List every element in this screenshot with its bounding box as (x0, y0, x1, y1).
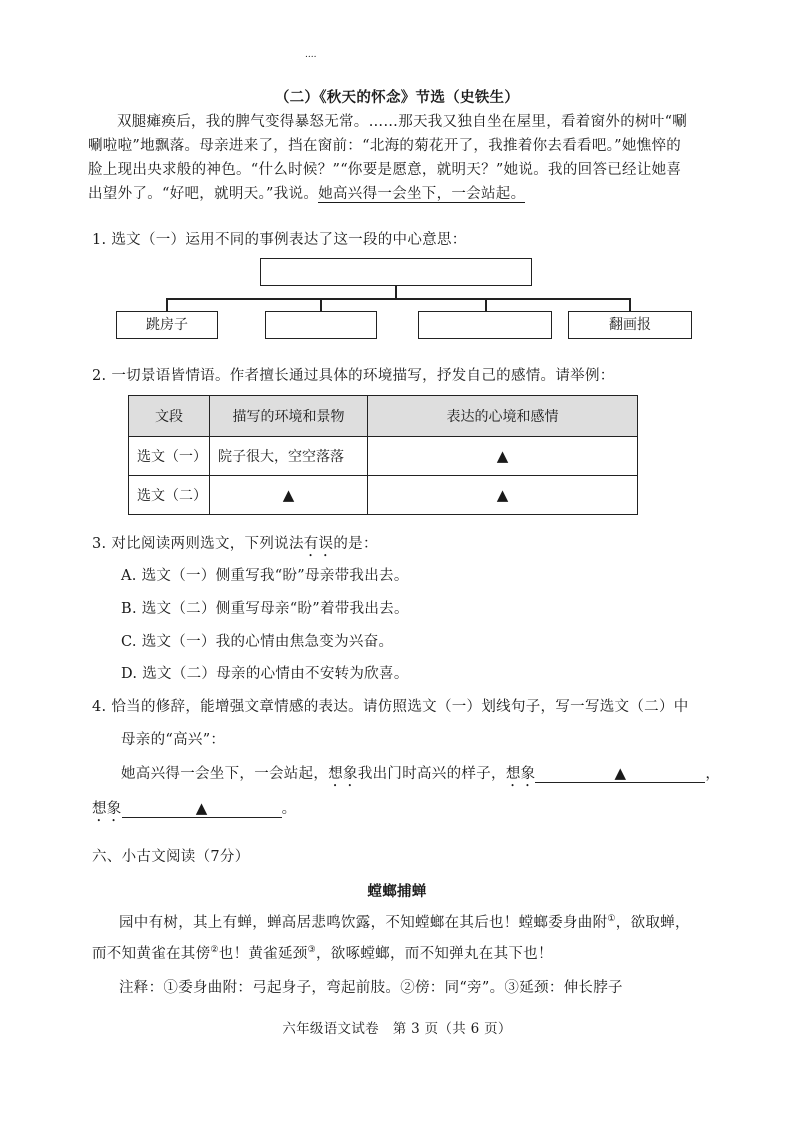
top-mark: .... (305, 50, 317, 60)
classical-text: ，欲取蝉， (615, 915, 690, 931)
classical-text: 也！黄雀延颈 (218, 946, 308, 962)
table-cell: 院子很大，空空落落 (210, 437, 368, 476)
q4-ex-imagine-2: 想象 (505, 766, 536, 782)
classical-text: 园中有树，其上有蝉，蝉高居悲鸣饮露，不知螳螂在其后也！螳螂委身曲附 (119, 915, 608, 931)
classical-text: 而不知黄雀在其傍 (92, 946, 211, 962)
table-header: 描写的环境和景物 (210, 396, 368, 437)
q4-imagine-3: 想象 (92, 801, 122, 817)
example-box-1: 跳房子 (116, 311, 218, 339)
answer-cell[interactable]: ▲ (368, 437, 638, 476)
answer-blank-2[interactable]: ▲ (122, 799, 282, 818)
question-1: 1. 选文（一）运用不同的事例表达了这一段的中心意思： (92, 232, 467, 248)
question-2: 2. 一切景语皆情语。作者擅长通过具体的环境描写，抒发自己的感情。请举例： (92, 368, 615, 384)
answer-cell[interactable]: ▲ (210, 476, 368, 515)
center-idea-box[interactable] (260, 258, 532, 286)
page-footer: 六年级语文试卷 第 3 页（共 6 页） (282, 1021, 512, 1037)
table-cell: 选文（一） (129, 437, 210, 476)
classical-line-1 (119, 911, 724, 932)
table-row (129, 437, 638, 476)
passage-line-1: 双腿瘫痪后，我的脾气变得暴怒无常。……那天我又独自坐在屋里，看着窗外的树叶“唰 (117, 114, 688, 130)
classical-text: ，欲啄螳螂，而不知弹丸在其下也！ (315, 946, 553, 962)
classical-title: 螳螂捕蝉 (367, 883, 427, 900)
table-row (129, 476, 638, 515)
option-d[interactable]: D. 选文（二）母亲的心情由不安转为欣喜。 (121, 666, 409, 682)
q4-ex-imagine-1: 想象 (328, 766, 358, 782)
q4-line-3 (92, 797, 724, 825)
example-box-3[interactable] (418, 311, 552, 339)
tree-branch (166, 298, 630, 300)
question-3 (92, 532, 724, 560)
classical-line-2 (92, 942, 724, 963)
example-box-4: 翻画报 (568, 311, 692, 339)
passage-line-2: 唰啦啦”地飘落。母亲进来了，挡在窗前：“北海的菊花开了，我推着你去看看吧。”她憔悴的 (88, 138, 682, 154)
q4-comma: ， (705, 766, 721, 782)
answer-blank-1[interactable]: ▲ (535, 764, 705, 783)
passage-line-4-text: 出望外了。“好吧，就明天。”我说。 (88, 186, 319, 202)
q3-emphasis: 有误 (303, 536, 334, 552)
table-header: 表达的心境和感情 (368, 396, 638, 437)
option-c[interactable]: C. 选文（一）我的心情由焦急变为兴奋。 (121, 634, 394, 650)
passage-line-4 (88, 182, 724, 203)
tree-leg-1 (166, 298, 168, 312)
q4-ex-c: 我出门时高兴的样子， (357, 766, 506, 782)
passage-line-3: 脸上现出央求般的神色。“什么时候？”“你要是愿意，就明天？”她说。我的回答已经让她喜 (88, 162, 682, 178)
table-cell: 选文（二） (129, 476, 210, 515)
option-b[interactable]: B. 选文（二）侧重写母亲“盼”着带我出去。 (121, 601, 409, 617)
tree-leg-3 (485, 298, 487, 312)
table-header-row (129, 396, 638, 437)
question-4-line-2: 母亲的“高兴”： (121, 732, 226, 748)
passage-title: （二）《秋天的怀念》节选（史铁生） (274, 89, 520, 106)
scenery-table (128, 395, 638, 515)
section-6-heading: 六、小古文阅读（7分） (92, 849, 250, 865)
q4-example-line (121, 762, 724, 790)
option-a[interactable]: A. 选文（一）侧重写我“盼”母亲带我出去。 (121, 568, 409, 584)
tree-leg-4 (629, 298, 631, 312)
underlined-sentence: 她高兴得一会坐下，一会站起。 (318, 186, 526, 202)
q3-text-a: 3. 对比阅读两则选文，下列说法 (92, 536, 304, 552)
table-header: 文段 (129, 396, 210, 437)
footnote-ref: ① (607, 914, 616, 925)
q4-ex-a: 她高兴得一会坐下，一会站起， (121, 766, 329, 782)
footnote-ref: ② (210, 945, 219, 956)
annotation-note: 注释：①委身曲附：弓起身子，弯起前肢。②傍：同“旁”。③延颈：伸长脖子 (119, 980, 623, 996)
example-box-2[interactable] (265, 311, 377, 339)
q3-text-b: 的是： (333, 536, 378, 552)
q4-period: 。 (281, 801, 297, 817)
tree-leg-2 (320, 298, 322, 312)
footnote-ref: ③ (307, 945, 316, 956)
answer-cell[interactable]: ▲ (368, 476, 638, 515)
question-4-line-1: 4. 恰当的修辞，能增强文章情感的表达。请仿照选文（一）划线句子，写一写选文（二）中 (92, 699, 689, 715)
